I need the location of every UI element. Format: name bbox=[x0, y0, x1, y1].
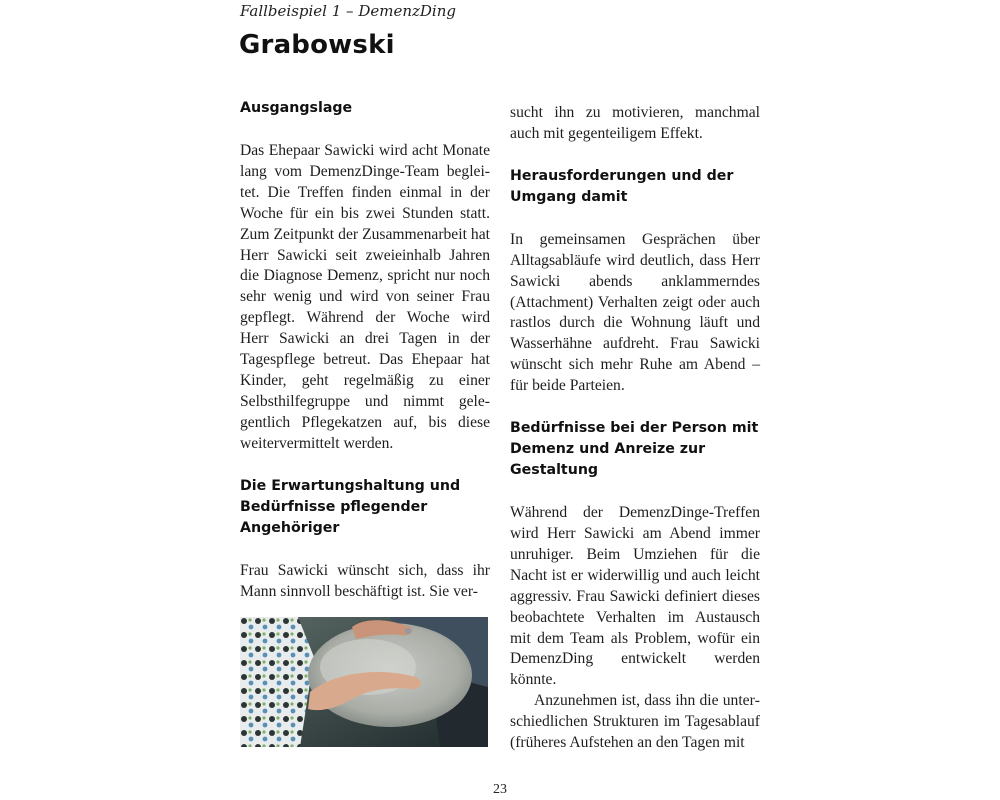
paragraph-annahme: Anzunehmen ist, dass ihn die unterschiedlichen Strukturen im Tagesablauf (früheres Aufstehen an den Tagen mit bbox=[510, 692, 760, 752]
running-head: Fallbeispiel 1 – DemenzDing bbox=[240, 2, 456, 20]
chapter-title: Grabowski bbox=[239, 30, 395, 60]
page-number: 23 bbox=[493, 782, 507, 797]
photo-illustration bbox=[240, 617, 488, 747]
heading-erwartungshaltung: Die Erwartungshaltung und Bedürfnisse pflegender Angehöriger bbox=[240, 477, 461, 536]
paragraph-beduerfnisse: Während der DemenzDinge-Treffen wird Herr Sawicki am Abend immer unruhiger. Beim Umziehen für die Nacht ist er widerwillig und auch leicht aggressiv. Frau Sawicki definiert dieses beobachtete Verhalten im Austausch mit dem Team als Problem, wofür ein DemenzDing entwickelt werden könnte. bbox=[510, 504, 760, 689]
paragraph-erwartungshaltung: Frau Sawicki wünscht sich, dass ihr Mann sinnvoll beschäftigt ist. Sie ver- bbox=[240, 561, 490, 600]
paragraph-continuation: sucht ihn zu motivieren, manchmal auch mit gegenteiligem Effekt. bbox=[510, 104, 760, 142]
left-column bbox=[240, 98, 490, 602]
ring bbox=[405, 628, 411, 634]
paragraph-herausforderungen: In gemeinsamen Gesprächen über Alltagsabläufe wird deutlich, dass Herr Sawicki abends anklammerndes (Attachment) Verhalten zeigt oder auch rastlos durch die Wohnung läuft und Wasserhähne aufdreht. Frau Sawicki wünscht sich mehr Ruhe am Abend – für beide Parteien. bbox=[510, 230, 760, 395]
heading-beduerfnisse: Bedürfnisse bei der Person mit Demenz und Anreize zur Gestaltung bbox=[510, 420, 759, 479]
heading-ausgangslage: Ausgangslage bbox=[240, 100, 353, 116]
paragraph-ausgangslage: Das Ehepaar Sawicki wird acht Monate lang vom DemenzDinge-Team begleitet. Die Treffen finden einmal in der Woche für ein bis zwei Stunden statt. Zum Zeitpunkt der Zusammenarbeit hat Herr Sawicki seit zweieinhalb Jahren die Diagnose Demenz, spricht nur noch sehr wenig und wird von seiner Frau gepflegt. Während der Woche wird Herr Sawicki an drei Tagen in der Tagespflege betreut. Das Ehepaar hat Kinder, geht regelmäßig zu einer Selbsthilfegruppe und nimmt gelegentlich Pflegekatzen auf, bis diese weitervermittelt werden. bbox=[240, 142, 490, 452]
right-column bbox=[510, 103, 760, 754]
heading-herausforderungen: Herausforderungen und der Umgang damit bbox=[510, 167, 734, 205]
patterned-clothing bbox=[240, 617, 314, 747]
photo-hands-on-fur bbox=[240, 617, 488, 747]
